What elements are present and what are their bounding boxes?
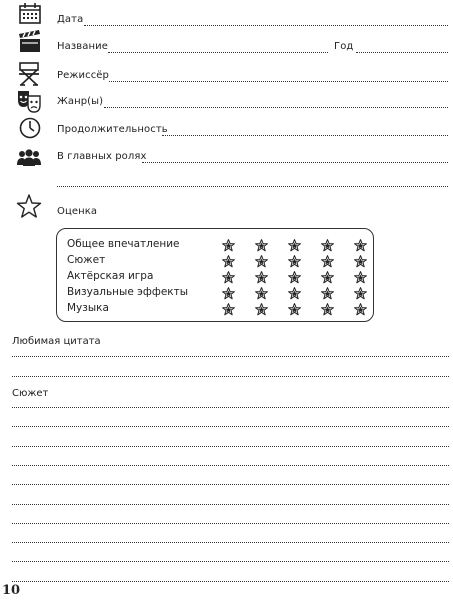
- rating-label: Оценка: [57, 206, 98, 217]
- plot-line[interactable]: [12, 504, 449, 505]
- year-input-line[interactable]: [356, 52, 448, 53]
- duration-input-line[interactable]: [162, 135, 448, 136]
- rating-star-icon[interactable]: [222, 303, 235, 316]
- rating-star-icon[interactable]: [288, 255, 301, 268]
- rating-star-icon[interactable]: [255, 271, 268, 284]
- rating-star-icon[interactable]: [321, 239, 334, 252]
- theater-masks-icon: [16, 89, 42, 113]
- plot-line[interactable]: [12, 581, 449, 582]
- rating-criterion-label: Визуальные эффекты: [67, 286, 189, 298]
- plot-line[interactable]: [12, 523, 449, 524]
- director-chair-icon: [16, 62, 42, 86]
- rating-star-icon[interactable]: [354, 255, 367, 268]
- director-input-line[interactable]: [109, 81, 448, 82]
- people-icon: [16, 146, 42, 170]
- rating-star-icon[interactable]: [354, 303, 367, 316]
- plot-line[interactable]: [12, 484, 449, 485]
- rating-criterion-label: Общее впечатление: [67, 238, 180, 250]
- rating-star-icon[interactable]: [255, 239, 268, 252]
- favorite-quote-line-1[interactable]: [12, 356, 449, 357]
- rating-star-icon[interactable]: [321, 271, 334, 284]
- favorite-quote-label: Любимая цитата: [12, 336, 101, 347]
- title-label: Название: [57, 41, 108, 52]
- cast-input-line-2[interactable]: [57, 186, 448, 187]
- genre-input-line[interactable]: [104, 107, 448, 108]
- plot-line[interactable]: [12, 446, 449, 447]
- rating-star-icon[interactable]: [354, 271, 367, 284]
- clock-icon: [17, 116, 43, 140]
- plot-line[interactable]: [12, 542, 449, 543]
- calendar-icon: [17, 2, 43, 26]
- date-label: Дата: [57, 14, 84, 25]
- cast-input-line-1[interactable]: [142, 162, 448, 163]
- rating-star-icon[interactable]: [288, 271, 301, 284]
- rating-star-icon[interactable]: [222, 239, 235, 252]
- cast-label: В главных ролях: [57, 151, 147, 162]
- page-number: 10: [2, 583, 21, 598]
- rating-star-icon[interactable]: [222, 287, 235, 300]
- rating-star-icon[interactable]: [288, 303, 301, 316]
- favorite-quote-line-2[interactable]: [12, 376, 449, 377]
- plot-line[interactable]: [12, 407, 449, 408]
- rating-star-icon[interactable]: [255, 303, 268, 316]
- rating-star-icon[interactable]: [321, 255, 334, 268]
- rating-criterion-label: Актёрская игра: [67, 270, 154, 282]
- plot-line[interactable]: [12, 426, 449, 427]
- rating-criterion-label: Музыка: [67, 302, 109, 314]
- rating-star-icon[interactable]: [321, 287, 334, 300]
- rating-star-icon[interactable]: [354, 287, 367, 300]
- rating-star-icon[interactable]: [288, 287, 301, 300]
- rating-star-icon[interactable]: [354, 239, 367, 252]
- clapperboard-icon: [17, 30, 43, 54]
- director-label: Режиссёр: [57, 70, 109, 81]
- plot-line[interactable]: [12, 465, 449, 466]
- rating-criterion-label: Сюжет: [67, 254, 106, 266]
- star-icon: [16, 194, 42, 218]
- rating-star-icon[interactable]: [222, 255, 235, 268]
- rating-star-icon[interactable]: [321, 303, 334, 316]
- rating-star-icon[interactable]: [255, 255, 268, 268]
- plot-line[interactable]: [12, 561, 449, 562]
- genre-label: Жанр(ы): [57, 96, 104, 107]
- rating-star-icon[interactable]: [288, 239, 301, 252]
- date-input-line[interactable]: [84, 25, 448, 26]
- rating-box: [56, 228, 374, 322]
- title-input-line[interactable]: [108, 52, 328, 53]
- year-label: Год: [334, 41, 354, 52]
- plot-label: Сюжет: [12, 388, 49, 399]
- rating-star-icon[interactable]: [222, 271, 235, 284]
- duration-label: Продолжительность: [57, 124, 168, 135]
- rating-star-icon[interactable]: [255, 287, 268, 300]
